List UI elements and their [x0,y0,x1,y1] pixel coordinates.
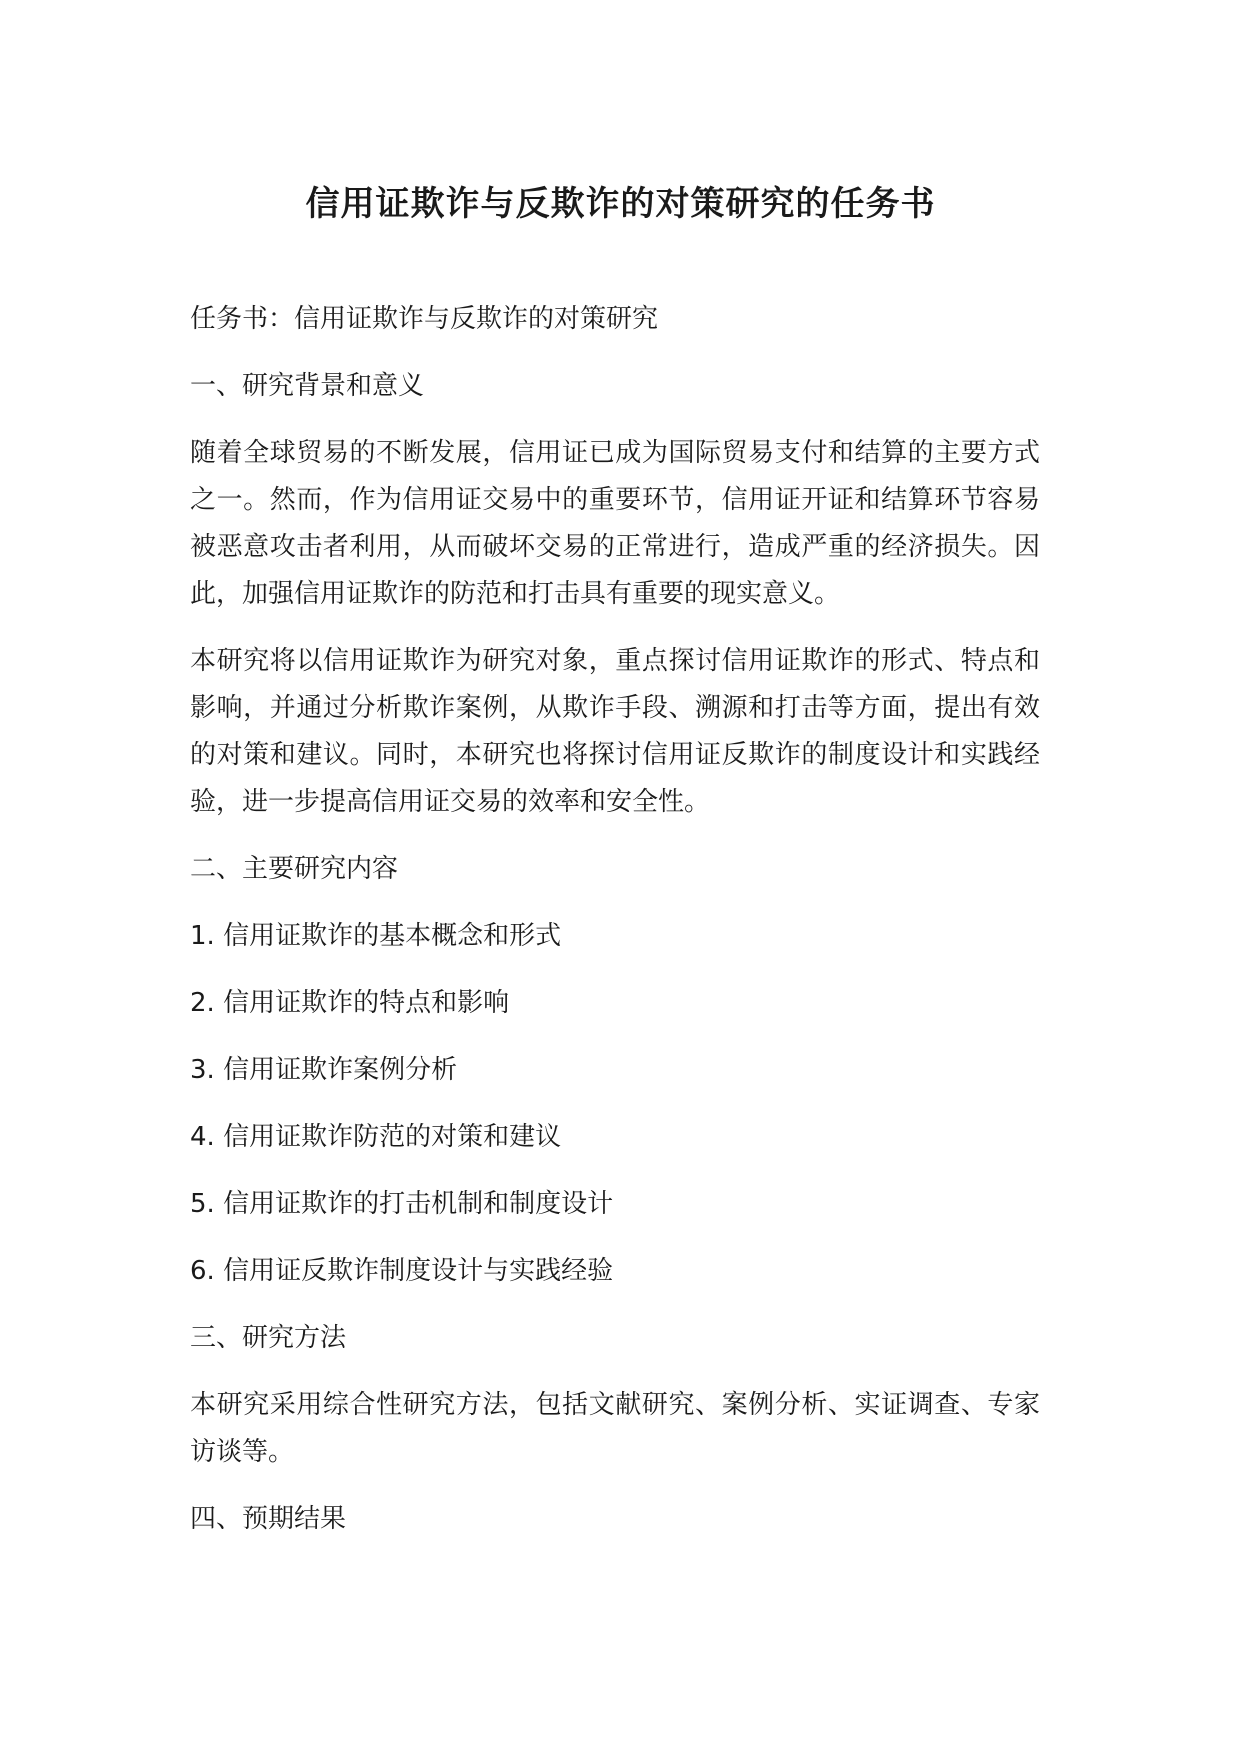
document-subtitle: 任务书：信用证欺诈与反欺诈的对策研究 [190,304,659,334]
paragraph-methods: 本研究采用综合性研究方法，包括文献研究、案例分析、实证调查、专家访谈等。 [190,1390,1040,1467]
document-title: 信用证欺诈与反欺诈的对策研究的任务书 [305,184,936,224]
section-heading-methods: 三、研究方法 [190,1323,347,1353]
section-heading-content: 二、主要研究内容 [190,854,399,884]
section-heading-background: 一、研究背景和意义 [190,371,425,401]
paragraph-background-1: 随着全球贸易的不断发展，信用证已成为国际贸易支付和结算的主要方式之一。然而，作为信用证交易中的重要环节，信用证开证和结算环节容易被恶意攻击者利用，从而破坏交易的正常进行，造成严重的经济损失。因此，加强信用证欺诈的防范和打击具有重要的现实意义。 [190,438,1040,609]
list-item: 4. 信用证欺诈防范的对策和建议 [190,1122,562,1152]
document-body [190,296,1040,1563]
paragraph-background-2: 本研究将以信用证欺诈为研究对象，重点探讨信用证欺诈的形式、特点和影响，并通过分析欺诈案例，从欺诈手段、溯源和打击等方面，提出有效的对策和建议。同时，本研究也将探讨信用证反欺诈的制度设计和实践经验，进一步提高信用证交易的效率和安全性。 [190,646,1040,817]
list-item: 5. 信用证欺诈的打击机制和制度设计 [190,1189,614,1219]
list-item: 3. 信用证欺诈案例分析 [190,1055,458,1085]
list-item: 2. 信用证欺诈的特点和影响 [190,988,510,1018]
list-item: 1. 信用证欺诈的基本概念和形式 [190,921,562,951]
list-item: 6. 信用证反欺诈制度设计与实践经验 [190,1256,614,1286]
section-heading-results: 四、预期结果 [190,1504,347,1534]
